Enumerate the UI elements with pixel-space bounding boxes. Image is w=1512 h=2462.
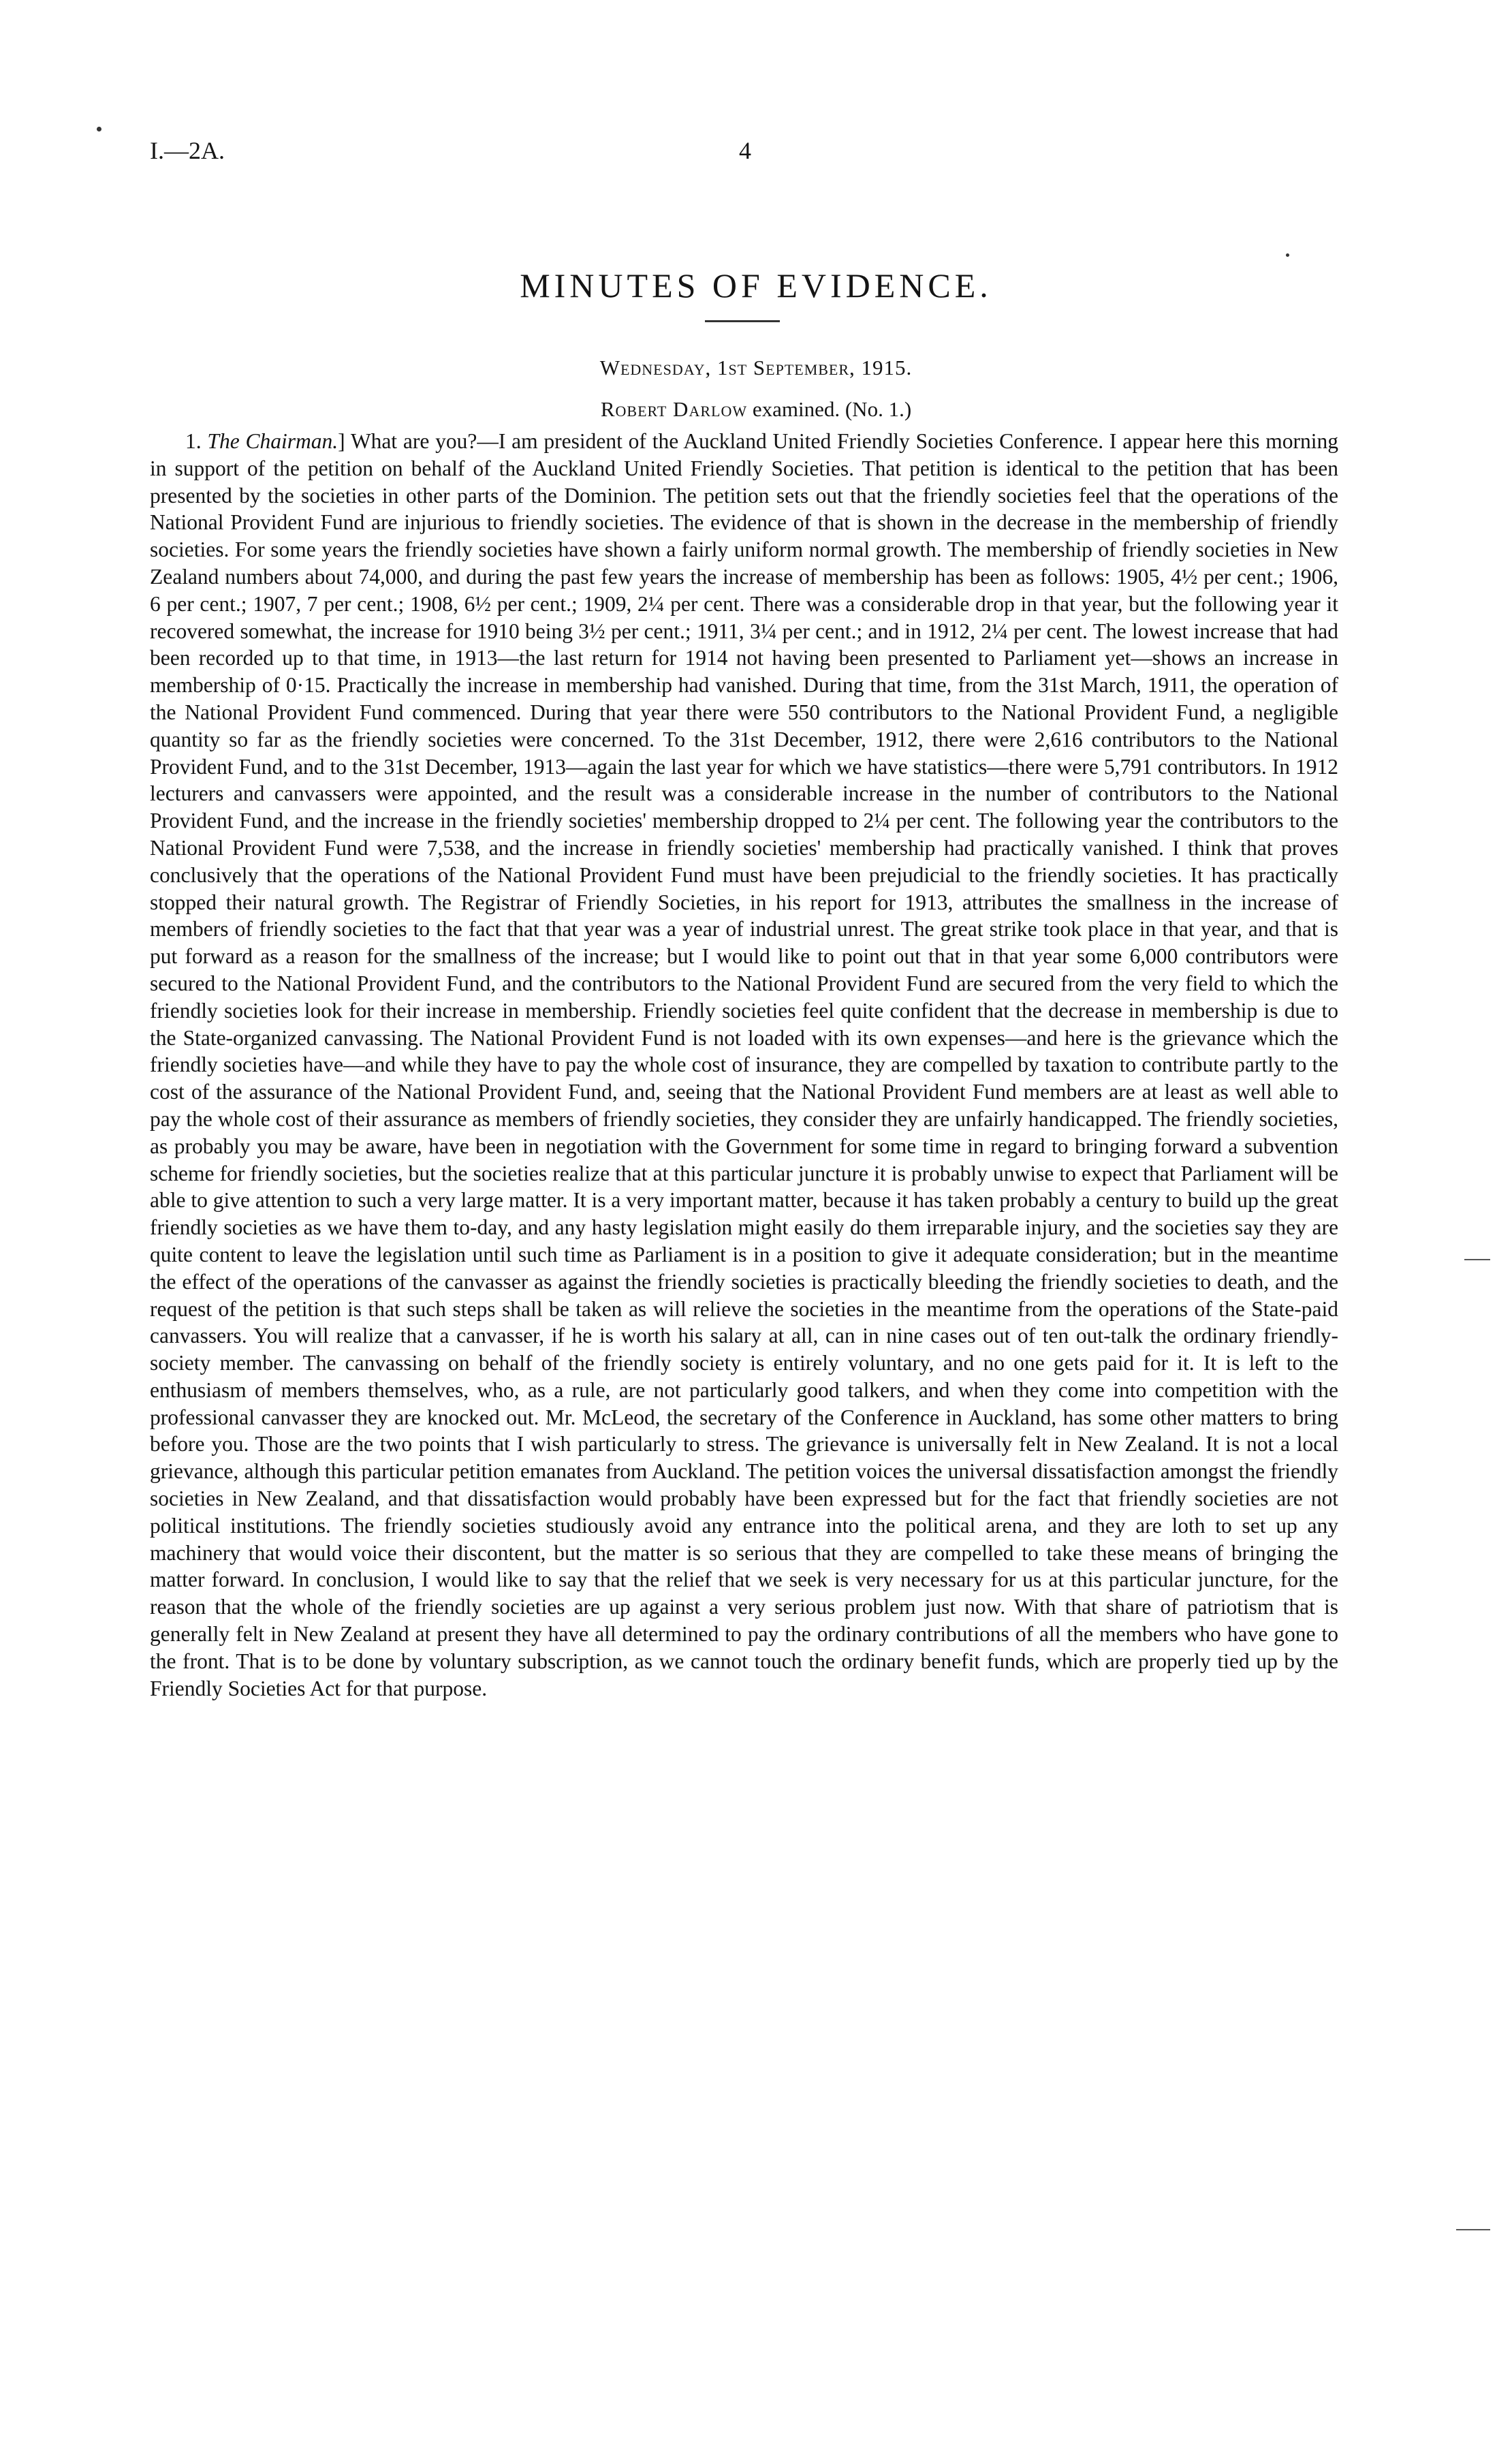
margin-rule-mark	[1464, 1259, 1490, 1260]
witness-line	[0, 397, 1512, 422]
dateline: Wednesday, 1st September, 1915.	[599, 356, 913, 379]
title-divider	[705, 320, 780, 322]
margin-dot-mark	[1286, 253, 1289, 257]
evidence-paragraph	[150, 428, 1338, 1702]
speaker-name: The Chairman.	[207, 429, 338, 453]
witness-examination: examined. (No. 1.)	[752, 397, 912, 421]
witness-name: Robert Darlow	[600, 397, 748, 421]
page-reference: I.—2A.	[150, 137, 225, 164]
document-title: MINUTES OF EVIDENCE.	[520, 266, 992, 305]
page-number: 4	[739, 137, 751, 164]
question-number: 1.	[185, 429, 202, 453]
evidence-text: ] What are you?—I am president of the Auckland United Friendly Societies Conference. I appear here this morning in support of the petition on behalf of the Auckland United Friendly Societies. That petition is identical to the petition that has been presented by the societies in other parts of the Dominion. The petition sets out that the friendly societies feel that the operations of the National Provident Fund are injurious to friendly societies. The evidence of that is shown in the decrease in the membership of friendly societies. For some years the friendly societies have shown a fairly uniform normal growth. The membership of friendly societies in New Zealand numbers about 74,000, and during the past few years the increase of membership has been as follows: 1905, 4½ per cent.; 1906, 6 per cent.; 1907, 7 per cent.; 1908, 6½ per cent.; 1909, 2¼ per cent. There was a considerable drop in that year, but the following year it recovered somewhat, the increase for 1910 being 3½ per cent.; 1911, 3¼ per cent.; and in 1912, 2¼ per cent. The lowest increase that had been recorded up to that time, in 1913—the last return for 1914 not having been presented to Parliament yet—shows an increase in membership of 0·15. Practically the increase in membership had vanished. During that time, from the 31st March, 1911, the operation of the National Provident Fund commenced. During that year there were 550 contributors to the National Provident Fund, a negligible quantity so far as the friendly societies were concerned. To the 31st December, 1912, there were 2,616 contributors to the National Provident Fund, and to the 31st December, 1913—again the last year for which we have statistics—there were 5,791 contributors. In 1912 lecturers and canvassers were appointed, and the result was a considerable increase in the number of contributors to the National Provident Fund, and the increase in the friendly societies' membership dropped to 2¼ per cent. The following year the contributors to the National Provident Fund were 7,538, and the increase in friendly societies' membership had practically vanished. I think that proves conclusively that the operations of the National Provident Fund must have been prejudicial to the friendly societies. It has practically stopped their natural growth. The Registrar of Friendly Societies, in his report for 1913, attributes the smallness in the increase of members of friendly societies to the fact that that year was a year of industrial unrest. The great strike took place in that year, and that is put forward as a reason for the smallness of the increase; but I would like to point out that in that year some 6,000 contributors were secured to the National Provident Fund, and the contributors to the National Provident Fund are secured from the very field to which the friendly societies look for their increase in membership. Friendly societies feel quite confident that the decrease in membership is due to the State-organized canvassing. The National Provident Fund is not loaded with its own expenses—and here is the grievance which the friendly societies have—and while they have to pay the whole cost of insurance, they are compelled by taxation to contribute partly to the cost of the assurance of the National Provident Fund, and, seeing that the National Provident Fund members are at least as well able to pay the whole cost of their assurance as members of friendly societies, they consider they are unfairly handicapped. The friendly societies, as probably you may be aware, have been in negotiation with the Government for some time in regard to bringing forward a subvention scheme for friendly societies, but the societies realize that at this particular juncture it is probably unwise to expect that Parliament will be able to give attention to such a very large matter. It is a very important matter, because it has taken probably a century to build up the great friendly societies as we have them to-day, and any hasty legislation might easily do them irreparable injury, and the societies say they are quite content to leave the legislation until such time as Parliament is in a position to give it adequate consideration; but in the meantime the effect of the operations of the canvasser as against the friendly societies is practically bleeding the friendly societies to death, and the request of the petition is that such steps shall be taken as will relieve the societies in the meantime from the operations of the State-paid canvassers. You will realize that a canvasser, if he is worth his salary at all, can in nine cases out of ten out-talk the ordinary friendly-society member. The canvassing on behalf of the friendly society is entirely voluntary, and no one gets paid for it. It is left to the enthusiasm of members themselves, who, as a rule, are not particularly good talkers, and when they come into competition with the professional canvasser they are knocked out. Mr. McLeod, the secretary of the Conference in Auckland, has some other matters to bring before you. Those are the two points that I wish particularly to stress. The grievance is universally felt in New Zealand. It is not a local grievance, although this particular petition emanates from Auckland. The petition voices the universal dissatisfaction amongst the friendly societies in New Zealand, and that dissatisfaction would probably have been expressed but for the fact that friendly societies are not political institutions. The friendly societies studiously avoid any entrance into the political arena, and they are loth to set up any machinery that would voice their discontent, but the matter is so serious that they are compelled to take these means of bringing the matter forward. In conclusion, I would like to say that the relief that we seek is very necessary for us at this particular juncture, for the reason that the whole of the friendly societies are up against a very serious problem just now. With that share of patriotism that is generally felt in New Zealand at present they have all determined to pay the ordinary contributions of all the members who have gone to the front. That is to be done by voluntary subscription, as we cannot touch the ordinary benefit funds, which are properly tied up by the Friendly Societies Act for that purpose.	[150, 429, 1338, 1700]
margin-dot-mark	[97, 127, 101, 131]
page-header	[150, 136, 1335, 177]
margin-rule-mark	[1456, 2229, 1490, 2230]
